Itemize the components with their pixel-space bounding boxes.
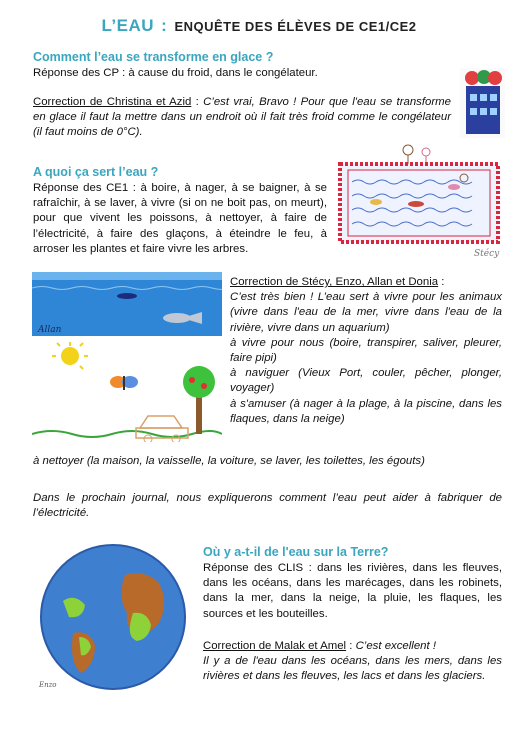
correction-2: [230, 275, 502, 427]
title-rest: ENQUÊTE DES ÉLÈVES DE CE1/CE2: [174, 19, 417, 34]
correction-2-p5: à nettoyer (la maison, la vaisselle, la voiture, se laver, les toilettes, les égouts): [33, 455, 425, 467]
correction-3-label: Correction de Malak et Amel: [203, 640, 347, 652]
correction-3-sep: :: [346, 640, 356, 652]
child-drawing-landscape: [32, 342, 222, 442]
correction-2-heading: [230, 275, 502, 290]
question-2: A quoi ça sert l’eau ?: [33, 165, 159, 179]
correction-3-heading: [203, 639, 502, 654]
correction-2-p3: à naviguer (Vieux Port, couler, pêcher, plonger, voyager): [230, 367, 502, 395]
title-eau: EAU: [116, 16, 155, 35]
title-lapos: L’: [101, 16, 117, 35]
correction-1-text: C’est vrai, Bravo ! Pour que l'eau se transforme en glace il faut la mettre dans un endroit où il fait très froid comme le congélateur (il faut moins de 0°C).: [33, 96, 451, 139]
title-colon: :: [161, 16, 168, 35]
correction-1: [33, 95, 451, 141]
correction-3-text: Il y a de l'eau dans les océans, dans les mers, dans les rivières et dans les fleuves, les lacs et dans les glaciers.: [203, 655, 502, 683]
next-journal-note: Dans le prochain journal, nous expliquerons comment l’eau peut aider à fabriquer de l’électricité.: [33, 492, 502, 520]
answer-2: Réponse des CE1 : à boire, à nager, à se baigner, à se rafraîchir, à se laver, à vivre (si on ne boit pas, on meurt), pour que vivent les poissons, à nettoyer, à faire de l’électricité, à faire des glaçons, à éteindre le feu, à arroser les plantes et faire vivre les arbres.: [33, 182, 327, 255]
correction-1-label: Correction de Christina et Azid: [33, 96, 192, 108]
child-drawing-sea: [32, 268, 222, 340]
correction-3: [203, 639, 502, 685]
correction-2-label: Correction de Stécy, Enzo, Allan et Donia: [230, 276, 439, 288]
correction-1-sep: :: [191, 96, 204, 108]
page-title: [0, 16, 518, 36]
correction-2-p2: à vivre pour nous (boire, transpirer, saliver, pleurer, faire pipi): [230, 336, 502, 365]
correction-2-p1: C’est très bien ! L’eau sert à vivre pour les animaux (vivre dans l'eau de la mer, vivre dans l'eau de la rivière, vivre dans un aquarium): [230, 291, 502, 334]
correction-3-head: C’est excellent !: [355, 640, 436, 652]
child-drawing-globe: [33, 541, 193, 693]
question-3: Où y a-t-il de l'eau sur la Terre?: [203, 545, 389, 559]
correction-2-p4: à s'amuser (à nager à la plage, à la piscine, dans les flaques, dans la neige): [230, 397, 502, 425]
signature-globe: Enzo: [39, 681, 57, 689]
answer-1: Réponse des CP : à cause du froid, dans le congélateur.: [33, 67, 318, 79]
signature-sea: Allan: [38, 325, 62, 335]
correction-2-sep: :: [438, 276, 445, 288]
child-drawing-building: [460, 68, 505, 138]
signature-pool: Stécy: [474, 249, 500, 259]
child-drawing-pool: [336, 142, 502, 260]
answer-3: Réponse des CLIS : dans les rivières, dans les fleuves, dans les océans, dans les marécages, dans les robinets, dans la mer, dans la neige, la pluie, les flaques, les sources et les bouteilles.: [203, 562, 502, 620]
question-1: Comment l’eau se transforme en glace ?: [33, 50, 274, 64]
